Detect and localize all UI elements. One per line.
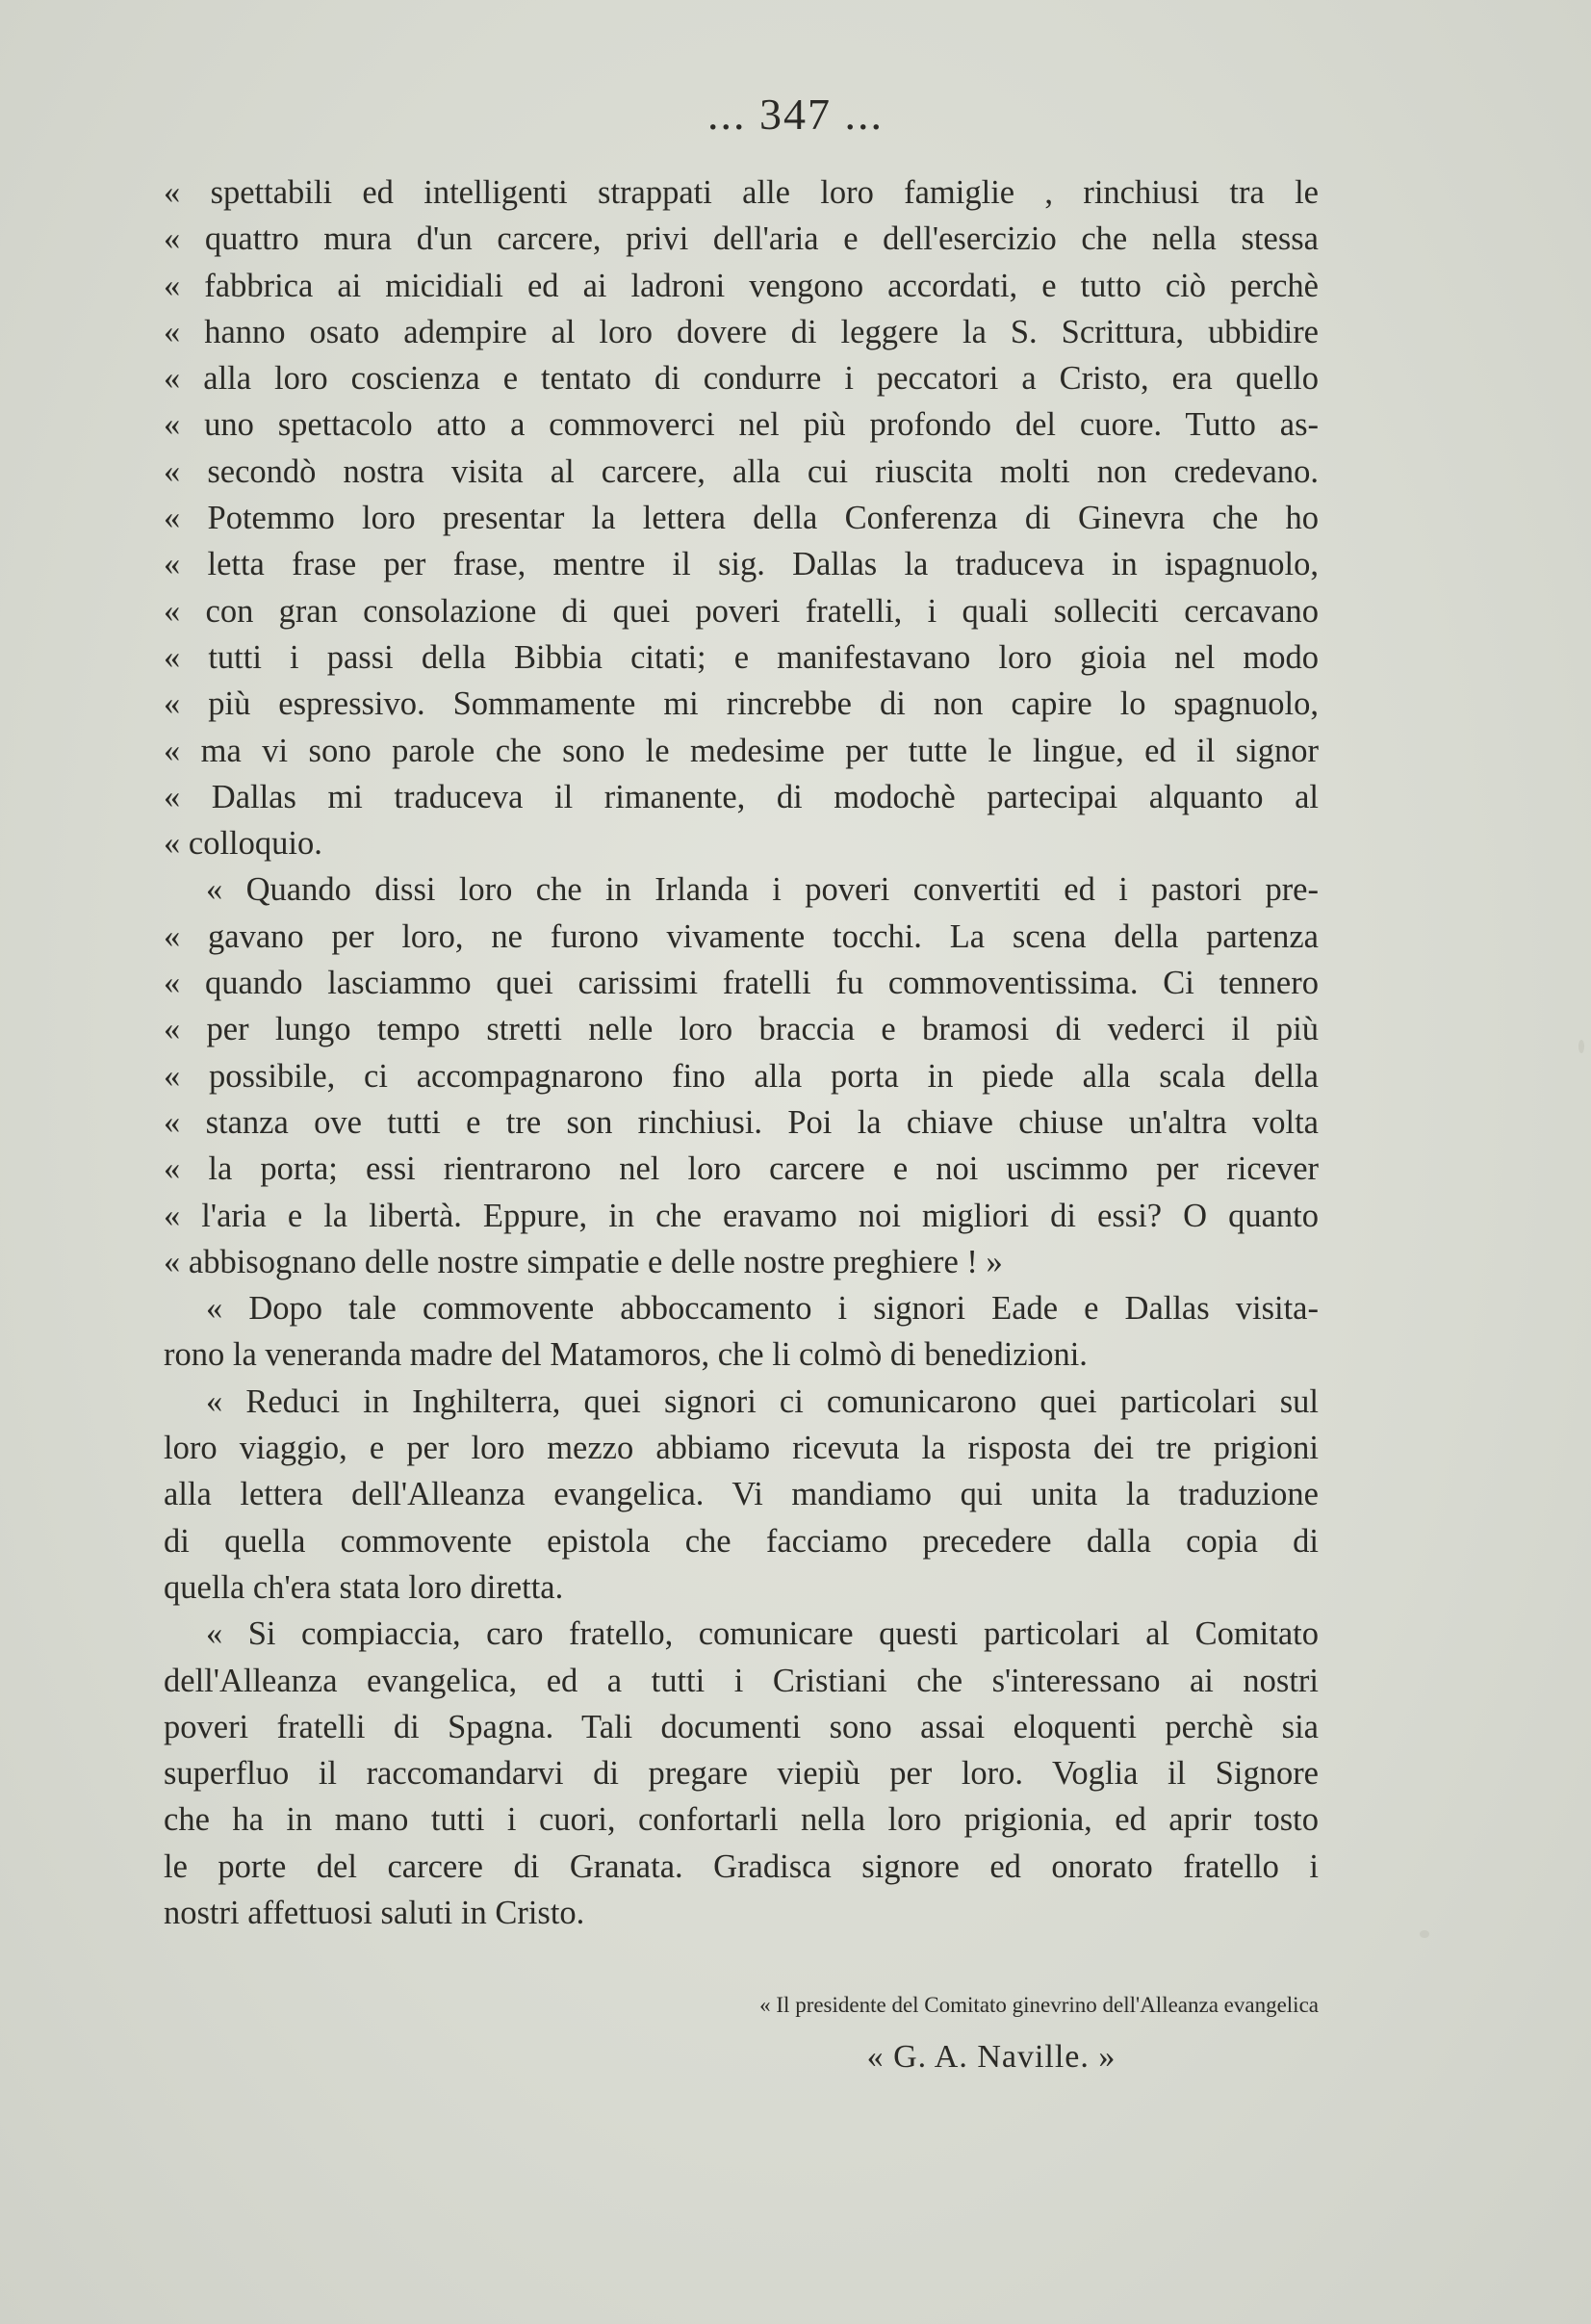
body-text	[164, 169, 1319, 1936]
text-line: di quella commovente epistola che facciamo precedere dalla copia di	[164, 1522, 1319, 1560]
text-line: « hanno osato adempire al loro dovere di leggere la S. Scrittura, ubbidire	[164, 313, 1319, 350]
text-line: « quando lasciammo quei carissimi fratelli fu commoventissima. Ci tennero	[164, 965, 1319, 1002]
paper-speck	[1420, 1930, 1429, 1938]
text-line: « alla loro coscienza e tentato di condurre i peccatori a Cristo, era quello	[164, 360, 1319, 398]
text-line: « Quando dissi loro che in Irlanda i poveri convertiti ed i pastori pre-	[206, 871, 1319, 909]
text-line: « Si compiaccia, caro fratello, comunicare questi particolari al Comitato	[206, 1615, 1319, 1653]
text-line: dell'Alleanza evangelica, ed a tutti i Cristiani che s'interessano ai nostri	[164, 1662, 1319, 1699]
text-line: « uno spettacolo atto a commoverci nel più profondo del cuore. Tutto as-	[164, 406, 1319, 444]
text-line: « secondò nostra visita al carcere, alla cui riuscita molti non credevano.	[164, 452, 1319, 490]
text-line: « fabbrica ai micidiali ed ai ladroni vengono accordati, e tutto ciò perchè	[164, 267, 1319, 304]
text-line: « letta frase per frase, mentre il sig. Dallas la traduceva in ispagnuolo,	[164, 546, 1319, 583]
text-line: « l'aria e la libertà. Eppure, in che eravamo noi migliori di essi? O quanto	[164, 1197, 1319, 1234]
text-line: quella ch'era stata loro diretta.	[164, 1568, 564, 1606]
text-line: « tutti i passi della Bibbia citati; e manifestavano loro gioia nel modo	[164, 638, 1319, 676]
text-line: « per lungo tempo stretti nelle loro braccia e bramosi di vederci il più	[164, 1011, 1319, 1048]
text-line: « ma vi sono parole che sono le medesime per tutte le lingue, ed il signor	[164, 732, 1319, 769]
text-line: « spettabili ed intelligenti strappati alle loro famiglie , rinchiusi tra le	[164, 174, 1319, 211]
text-line: poveri fratelli di Spagna. Tali documenti sono assai eloquenti perchè sia	[164, 1708, 1319, 1745]
signature-caption: « Il presidente del Comitato ginevrino dell'Alleanza evangelica	[759, 1993, 1319, 2017]
paper-speck	[1578, 1040, 1584, 1053]
text-line: « Potemmo loro presentar la lettera della Conferenza di Ginevra che ho	[164, 500, 1319, 537]
text-line: « più espressivo. Sommamente mi rincrebbe di non capire lo spagnuolo,	[164, 685, 1319, 723]
text-line: « la porta; essi rientrarono nel loro carcere e noi uscimmo per ricever	[164, 1150, 1319, 1188]
text-line: « colloquio.	[164, 825, 322, 863]
text-line: « abbisognano delle nostre simpatie e delle nostre preghiere ! »	[164, 1243, 1003, 1280]
text-line: « Dopo tale commovente abboccamento i signori Eade e Dallas visita-	[206, 1290, 1319, 1328]
text-line: nostri affettuosi saluti in Cristo.	[164, 1894, 585, 1931]
text-line: alla lettera dell'Alleanza evangelica. Vi mandiamo qui unita la traduzione	[164, 1476, 1319, 1513]
text-line: loro viaggio, e per loro mezzo abbiamo ricevuta la risposta dei tre prigioni	[164, 1430, 1319, 1467]
text-line: le porte del carcere di Granata. Gradisca signore ed onorato fratello i	[164, 1847, 1319, 1885]
text-line: « quattro mura d'un carcere, privi dell'aria e dell'esercizio che nella stessa	[164, 220, 1319, 258]
text-line: « con gran consolazione di quei poveri fratelli, i quali solleciti cercavano	[164, 592, 1319, 630]
text-line: superfluo il raccomandarvi di pregare viepiù per loro. Voglia il Signore	[164, 1755, 1319, 1793]
text-line: « gavano per loro, ne furono vivamente tocchi. La scena della partenza	[164, 917, 1319, 955]
text-line: « possibile, ci accompagnarono fino alla porta in piede alla scala della	[164, 1057, 1319, 1095]
text-line: « stanza ove tutti e tre son rinchiusi. Poi la chiave chiuse un'altra volta	[164, 1103, 1319, 1141]
text-line: « Dallas mi traduceva il rimanente, di modochè partecipai alquanto al	[164, 778, 1319, 815]
text-line: che ha in mano tutti i cuori, confortarli nella loro prigionia, ed aprir tosto	[164, 1801, 1319, 1839]
page-number: ... 347 ...	[707, 90, 884, 139]
signature-name: « G. A. Naville. »	[866, 2039, 1116, 2075]
text-line: « Reduci in Inghilterra, quei signori ci comunicarono quei particolari sul	[206, 1382, 1319, 1420]
text-line: rono la veneranda madre del Matamoros, che li colmò di benedizioni.	[164, 1336, 1088, 1374]
